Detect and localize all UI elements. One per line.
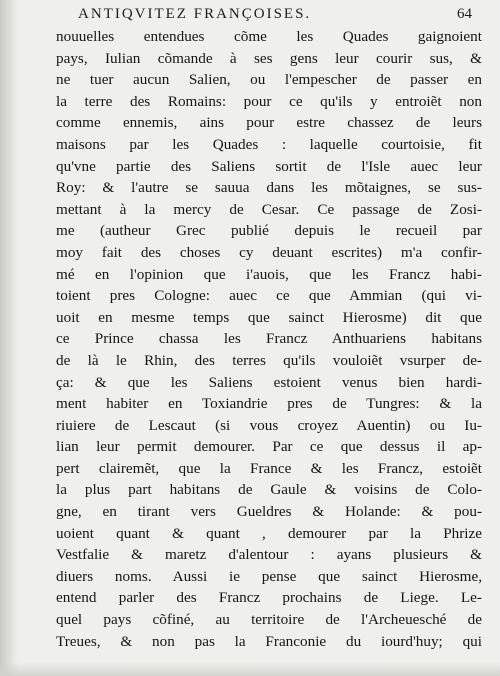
text-line: ce Prince chassa les Francz Anthuariens habitans	[56, 330, 482, 348]
page-number: 64	[457, 6, 472, 22]
text-line: uoient quant & quant , demourer par la Phrize	[56, 524, 482, 542]
text-line: moy fait des choses cy deuant escrites) m'a confir-	[56, 243, 482, 261]
text-line: uoit en mesme temps que sainct Hierosme) dit que	[56, 308, 482, 326]
text-line: Roy: & l'autre se sauua dans les mõtaignes, se sus-	[56, 179, 482, 197]
running-title: ANTIQVITEZ FRANÇOISES.	[78, 6, 312, 22]
text-line: ça: & que les Saliens estoient venus bien hardi-	[56, 373, 482, 391]
text-line: pert clairemẽt, que la France & les Francz, estoiẽt	[56, 459, 482, 477]
body-text	[56, 26, 482, 652]
text-line: qu'vne partie des Saliens sortit de l'Isle auec leur	[56, 157, 482, 175]
text-line: Vestfalie & maretz d'alentour : ayans plusieurs &	[56, 546, 482, 564]
text-line: mettant à la mercy de Cesar. Ce passage de Zosi-	[56, 200, 482, 218]
text-line: Treues, & non pas la Franconie du iourd'huy; qui	[56, 632, 482, 650]
text-line: ne tuer aucun Salien, ou l'empescher de passer en	[56, 71, 482, 89]
text-line: pays, Iulian cõmande à ses gens leur courir sus, &	[56, 49, 482, 67]
text-line: toient pres Cologne: auec ce que Ammian (qui vi-	[56, 287, 482, 305]
text-line: entend parler des Francz prochains de Liege. Le-	[56, 589, 482, 607]
text-line: diuers noms. Aussi ie pense que sainct Hierosme,	[56, 567, 482, 585]
text-line: lian leur permit demourer. Par ce que dessus il ap-	[56, 438, 482, 456]
text-line: ment habiter en Toxiandrie pres de Tungres: & la	[56, 395, 482, 413]
text-line: riuiere de Lescaut (si vous croyez Auentin) ou Iu-	[56, 416, 482, 434]
text-line: me (autheur Grec publié depuis le recueil par	[56, 222, 482, 240]
text-line: comme ennemis, ains pour estre chassez de leurs	[56, 114, 482, 132]
page-bottom-shadow	[0, 662, 500, 676]
page-gutter-shadow	[0, 0, 18, 676]
text-line: maisons par les Quades : laquelle courtoisie, fit	[56, 135, 482, 153]
page-header	[78, 6, 482, 26]
text-line: la terre des Romains: pour ce qu'ils y entroiẽt non	[56, 92, 482, 110]
text-line: gne, en tirant vers Gueldres & Holande: & pou-	[56, 503, 482, 521]
text-line: nouuelles entendues cõme les Quades gaignoient	[56, 28, 482, 45]
text-line: la plus part habitans de Gaule & voisins de Colo-	[56, 481, 482, 499]
text-line: quel pays cõfiné, au territoire de l'Archeuesché de	[56, 611, 482, 629]
text-line: de là le Rhin, des terres qu'ils vouloiẽt vsurper de-	[56, 351, 482, 369]
text-line: mé en l'opinion que i'auois, que les Francz habi-	[56, 265, 482, 283]
